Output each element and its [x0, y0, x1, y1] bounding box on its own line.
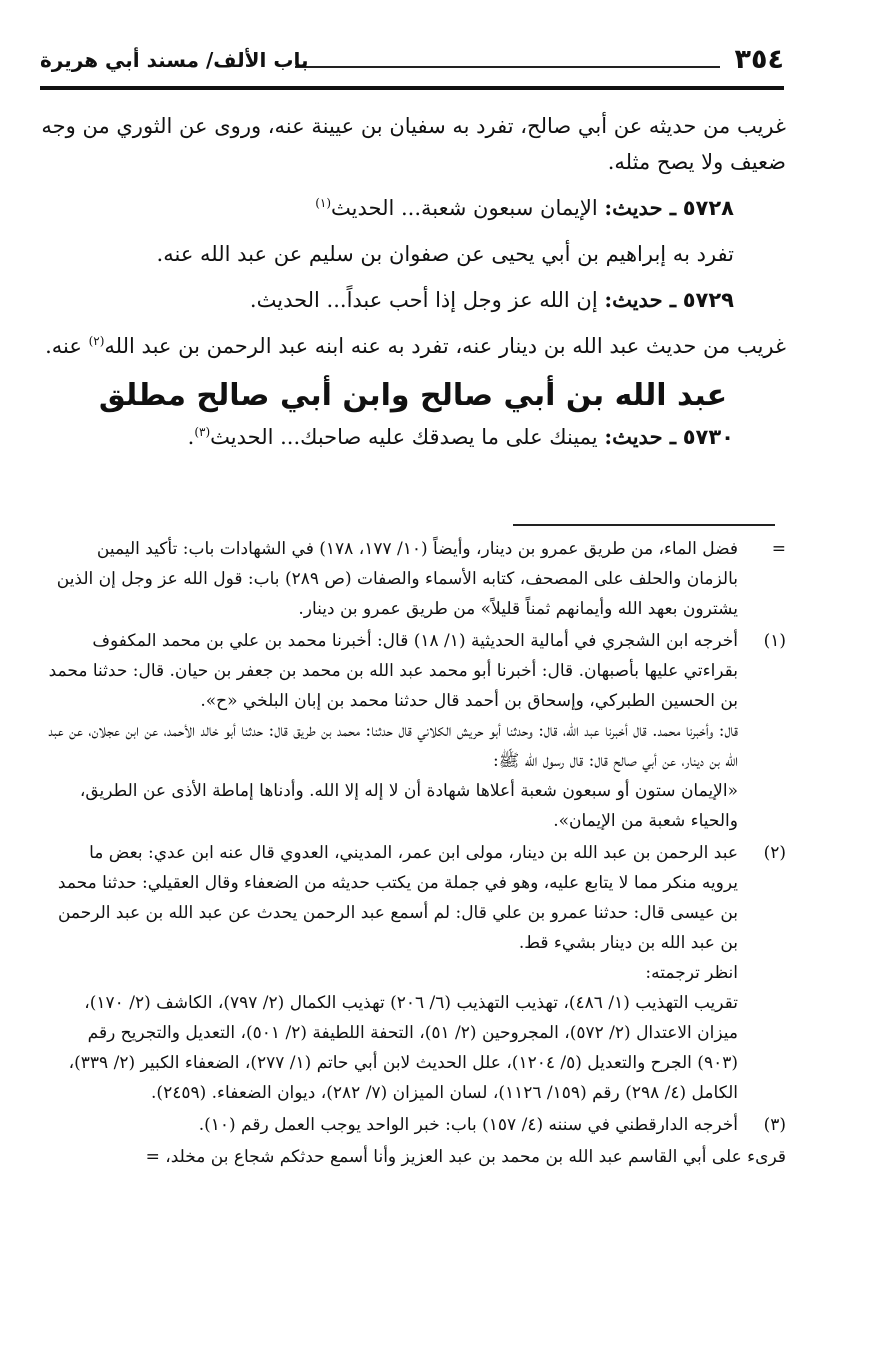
footnote-marker: (٢) [763, 843, 786, 863]
footnote-2 [48, 838, 786, 1108]
footnote-text: «الإيمان ستون أو سبعون شعبة أعلاها شهادة أن لا إله إلا الله. وأدناها إماطة الأذى عن الطريق، والحياء شعبة من الإيمان». [79, 781, 738, 831]
note-5728: تفرد به إبراهيم بن أبي يحيى عن صفوان بن سليم عن عبد الله عنه. [156, 242, 734, 266]
footnote-ref[interactable]: (٢) [88, 334, 105, 348]
hadith-5729 [40, 282, 786, 318]
footnote-text: أخرجه ابن الشجري في أمالية الحديثية (١/ ١٨) قال: أخبرنا محمد بن علي بن محمد المكفوف بقراءتي عليها بأصبهان. قال: أخبرنا أبو محمد عبد الله بن محمد بن جعفر بن حيان. قال: حدثنا محمد بن الحسين الطبركي، وإسحاق بن أحمد قال حدثنا محمد بن إبان البلخي «ح». [48, 631, 738, 711]
footnote-text: فضل الماء، من طريق عمرو بن دينار، وأيضاً (١٠/ ١٧٧، ١٧٨) في الشهادات باب: تأكيد اليمين بالزمان والحلف على المصحف، كتابه الأسماء والصفات (ص ٢٨٩) باب: قول الله عز وجل إن الذين يشترون بعهد الله وأيمانهم ثمناً قليلاً» من طريق عمرو بن دينار. [56, 539, 738, 619]
page-header [40, 36, 784, 88]
footnote-text: قال: وأخبرنا محمد. قال أخبرنا عبد الله، قال: وحدثنا أبو حريش الكلاني قال حدثنا: محمد بن طريق قال: حدثنا أبو خالد الأحمد، عن ابن عجلان، عن عبد الله بن دينار، عن أبي صالح قال: قال رسول الله ﷺ: [48, 721, 738, 771]
hadith-end: . [187, 425, 195, 449]
footnote-text: أخرجه الدارقطني في سننه (٤/ ١٥٧) باب: خبر الواحد يوجب العمل رقم (١٠). [198, 1115, 738, 1135]
hadith-5728 [40, 190, 786, 226]
running-title: باب الألف/ مسند أبي هريرة [40, 48, 309, 72]
footnote-text: عبد الرحمن بن عبد الله بن دينار، مولى ابن عمر، المديني، العدوي قال عنه ابن عدي: بعض ما يرويه منكر مما لا يتابع عليه، وهو في جملة من يكتب حديثه من الضعفاء وقال العقيلي: حدثنا محمد بن عيسى قال: حدثنا عمرو بن علي قال: لم أسمع عبد الرحمن يحدث عن عبد الله بن عبد الرحمن بن عبد الله بن دينار بشيء قط. [57, 843, 738, 953]
intro-paragraph: غريب من حديثه عن أبي صالح، تفرد به سفيان بن عيينة عنه، وروى عن الثوري من وجه ضعيف ولا يصح مثله. [41, 114, 786, 174]
hadith-number: ٥٧٣٠ [682, 425, 734, 449]
main-text [40, 108, 786, 465]
hadith-text: إن الله عز وجل إذا أحب عبداً... الحديث. [249, 288, 598, 312]
hadith-5730 [40, 419, 786, 455]
note-5729 [40, 328, 786, 364]
footnote-ref[interactable]: (١) [315, 196, 332, 210]
footnote-separator [513, 524, 775, 526]
hadith-text: يمينك على ما يصدقك عليه صاحبك... الحديث [210, 425, 598, 449]
footnotes [48, 534, 786, 1172]
footnote-3 [48, 1110, 786, 1140]
footnote-continued [48, 534, 786, 624]
header-line [295, 66, 720, 68]
footnote-marker: = [771, 539, 786, 559]
footnote-text: انظر ترجمته: [645, 963, 738, 983]
hadith-text: الإيمان سبعون شعبة... الحديث [331, 196, 598, 220]
note-5729-end: عنه. [45, 334, 82, 358]
section-heading: عبد الله بن أبي صالح وابن أبي صالح مطلق [98, 378, 728, 413]
header-rule [40, 86, 784, 90]
footnote-1 [48, 626, 786, 836]
footnote-ref[interactable]: (٣) [194, 425, 211, 439]
hadith-label: ـ حديث: [604, 424, 677, 449]
hadith-number: ٥٧٢٩ [682, 288, 734, 312]
footnote-text: تقريب التهذيب (١/ ٤٨٦)، تهذيب التهذيب (٦/ ٢٠٦) تهذيب الكمال (٢/ ٧٩٧)، الكاشف (٢/ ١٧٠)، ميزان الاعتدال (٢/ ٥٧٢)، المجروحين (٢/ ٥١)، التحفة اللطيفة (٢/ ٥٠١)، التعديل والتجريح رقم (٩٠٣) الجرح والتعديل (٥/ ١٢٠٤)، علل الحديث لابن أبي حاتم (١/ ٢٧٧)، الضعفاء الكبير (٢/ ٣٣٩)، الكامل (٤/ ٢٩٨) رقم (١٥٩/ ١١٢٦)، لسان الميزان (٧/ ٢٨٢)، ديوان الضعفاء. (٢٤٥٩). [68, 993, 738, 1103]
footnote-continuation-line: قرىء على أبي القاسم عبد الله بن محمد بن عبد العزيز وأنا أسمع حدثكم شجاع بن مخلد، = [145, 1147, 786, 1167]
hadith-label: ـ حديث: [604, 287, 677, 312]
hadith-label: ـ حديث: [604, 195, 677, 220]
footnote-marker: (١) [763, 631, 786, 651]
footnote-marker: (٣) [763, 1115, 786, 1135]
page-number: ٣٥٤ [734, 44, 784, 75]
note-5729-text: غريب من حديث عبد الله بن دينار عنه، تفرد به عنه ابنه عبد الرحمن بن عبد الله [104, 334, 786, 358]
hadith-number: ٥٧٢٨ [682, 196, 734, 220]
